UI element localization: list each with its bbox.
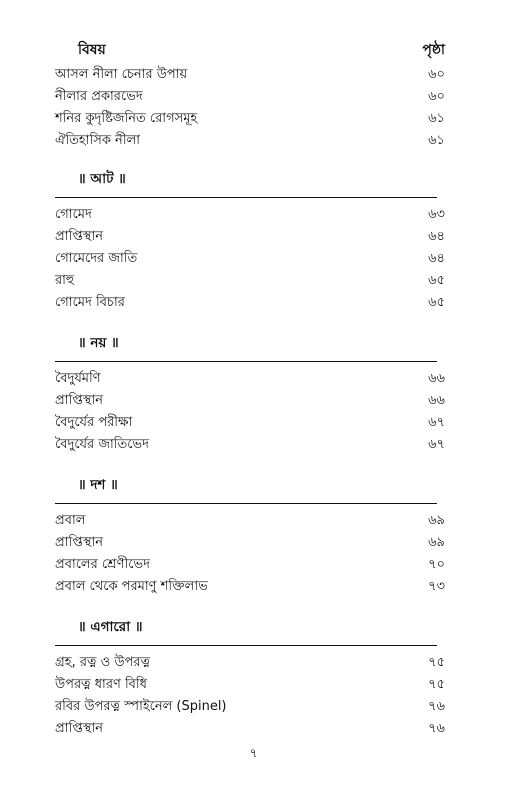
entry-page-number: ৭৫ <box>428 655 445 670</box>
entry-title: প্রবালের শ্রেণীভেদ <box>55 557 150 572</box>
page-folio-number: ৭ <box>249 746 258 760</box>
entry-page-number: ৬৪ <box>428 251 445 266</box>
entry-page-number: ৬৩ <box>428 207 445 222</box>
entry-title: গোমেদ <box>55 207 92 222</box>
toc-entry <box>0 412 507 434</box>
chapter-section <box>0 332 507 456</box>
toc-entry <box>0 696 507 718</box>
entry-page-number: ৬৫ <box>428 295 445 310</box>
toc-entry <box>0 532 507 554</box>
entry-title: আসল নীলা চেনার উপায় <box>55 67 188 82</box>
chapter-heading: ॥ নয় ॥ <box>78 335 119 351</box>
entry-page-number: ৬৯ <box>428 535 445 550</box>
toc-entry <box>0 368 507 390</box>
toc-entry <box>0 674 507 696</box>
entry-page-number: ৬১ <box>428 133 445 148</box>
chapter-section <box>0 616 507 740</box>
entry-title: বৈদুর্যের পরীক্ষা <box>55 415 133 430</box>
toc-entry <box>0 652 507 674</box>
entry-page-number: ৭৬ <box>428 699 445 714</box>
toc-entry <box>0 554 507 576</box>
toc-entry <box>0 510 507 532</box>
section-divider <box>55 503 437 504</box>
entry-page-number: ৬০ <box>428 89 445 104</box>
entry-page-number: ৬৭ <box>428 415 445 430</box>
entry-title: প্রাপ্তিস্থান <box>55 229 104 244</box>
toc-entry <box>0 390 507 412</box>
entry-title: গোমেদ বিচার <box>55 295 125 310</box>
chapter-section <box>0 474 507 598</box>
entry-title: বৈদুর্যমণি <box>55 371 101 386</box>
entry-title: প্রবাল <box>55 513 86 528</box>
entry-title: প্রাপ্তিস্থান <box>55 393 104 408</box>
entry-page-number: ৬৯ <box>428 513 445 528</box>
entry-page-number: ৬১ <box>428 111 445 126</box>
toc-entry <box>0 130 507 152</box>
entry-title: শনির কুদৃষ্টিজনিত রোগসমূহ <box>55 111 198 126</box>
table-of-contents <box>0 64 507 740</box>
toc-entry <box>0 434 507 456</box>
toc-header <box>0 38 507 60</box>
chapter-heading: ॥ দশ ॥ <box>78 477 118 493</box>
entry-title: নীলার প্রকারভেদ <box>55 89 143 104</box>
entry-title: রাহু <box>55 273 75 288</box>
page-column-heading: পৃষ্ঠা <box>422 42 445 58</box>
entry-page-number: ৬৭ <box>428 437 445 452</box>
toc-entry <box>0 718 507 740</box>
entry-title: বৈদুর্যের জাতিভেদ <box>55 437 149 452</box>
entry-page-number: ৭০ <box>428 557 445 572</box>
entry-page-number: ৬৬ <box>428 371 445 386</box>
toc-entry <box>0 204 507 226</box>
chapter-heading: ॥ আট ॥ <box>78 171 126 187</box>
chapter-section <box>0 168 507 314</box>
entry-title: রবির উপরত্ন স্পাইনেল (Spinel) <box>55 699 227 714</box>
entry-page-number: ৭৩ <box>428 579 445 594</box>
toc-entry <box>0 576 507 598</box>
toc-entry <box>0 108 507 130</box>
entry-title: প্রাপ্তিস্থান <box>55 535 104 550</box>
entry-page-number: ৬৬ <box>428 393 445 408</box>
toc-entry <box>0 248 507 270</box>
section-divider <box>55 645 437 646</box>
entry-page-number: ৬০ <box>428 67 445 82</box>
chapter-heading: ॥ এগারো ॥ <box>78 619 143 635</box>
entry-title: গোমেদের জাতি <box>55 251 138 266</box>
toc-entry <box>0 226 507 248</box>
intro-section <box>0 64 507 152</box>
entry-title: উপরত্ন ধারণ বিধি <box>55 677 147 692</box>
toc-entry <box>0 86 507 108</box>
entry-title: প্রাপ্তিস্থান <box>55 721 104 736</box>
toc-entry <box>0 292 507 314</box>
entry-page-number: ৬৪ <box>428 229 445 244</box>
entry-title: প্রবাল থেকে পরমাণু শক্তিলাভ <box>55 579 208 594</box>
entry-title: ঐতিহাসিক নীলা <box>55 133 140 148</box>
entry-page-number: ৭৬ <box>428 721 445 736</box>
toc-entry <box>0 270 507 292</box>
entry-page-number: ৭৫ <box>428 677 445 692</box>
entry-page-number: ৬৫ <box>428 273 445 288</box>
section-divider <box>55 361 437 362</box>
subject-column-heading: বিষয় <box>78 42 106 58</box>
section-divider <box>55 197 437 198</box>
entry-title: গ্রহ, রত্ন ও উপরত্ন <box>55 655 150 670</box>
toc-entry <box>0 64 507 86</box>
